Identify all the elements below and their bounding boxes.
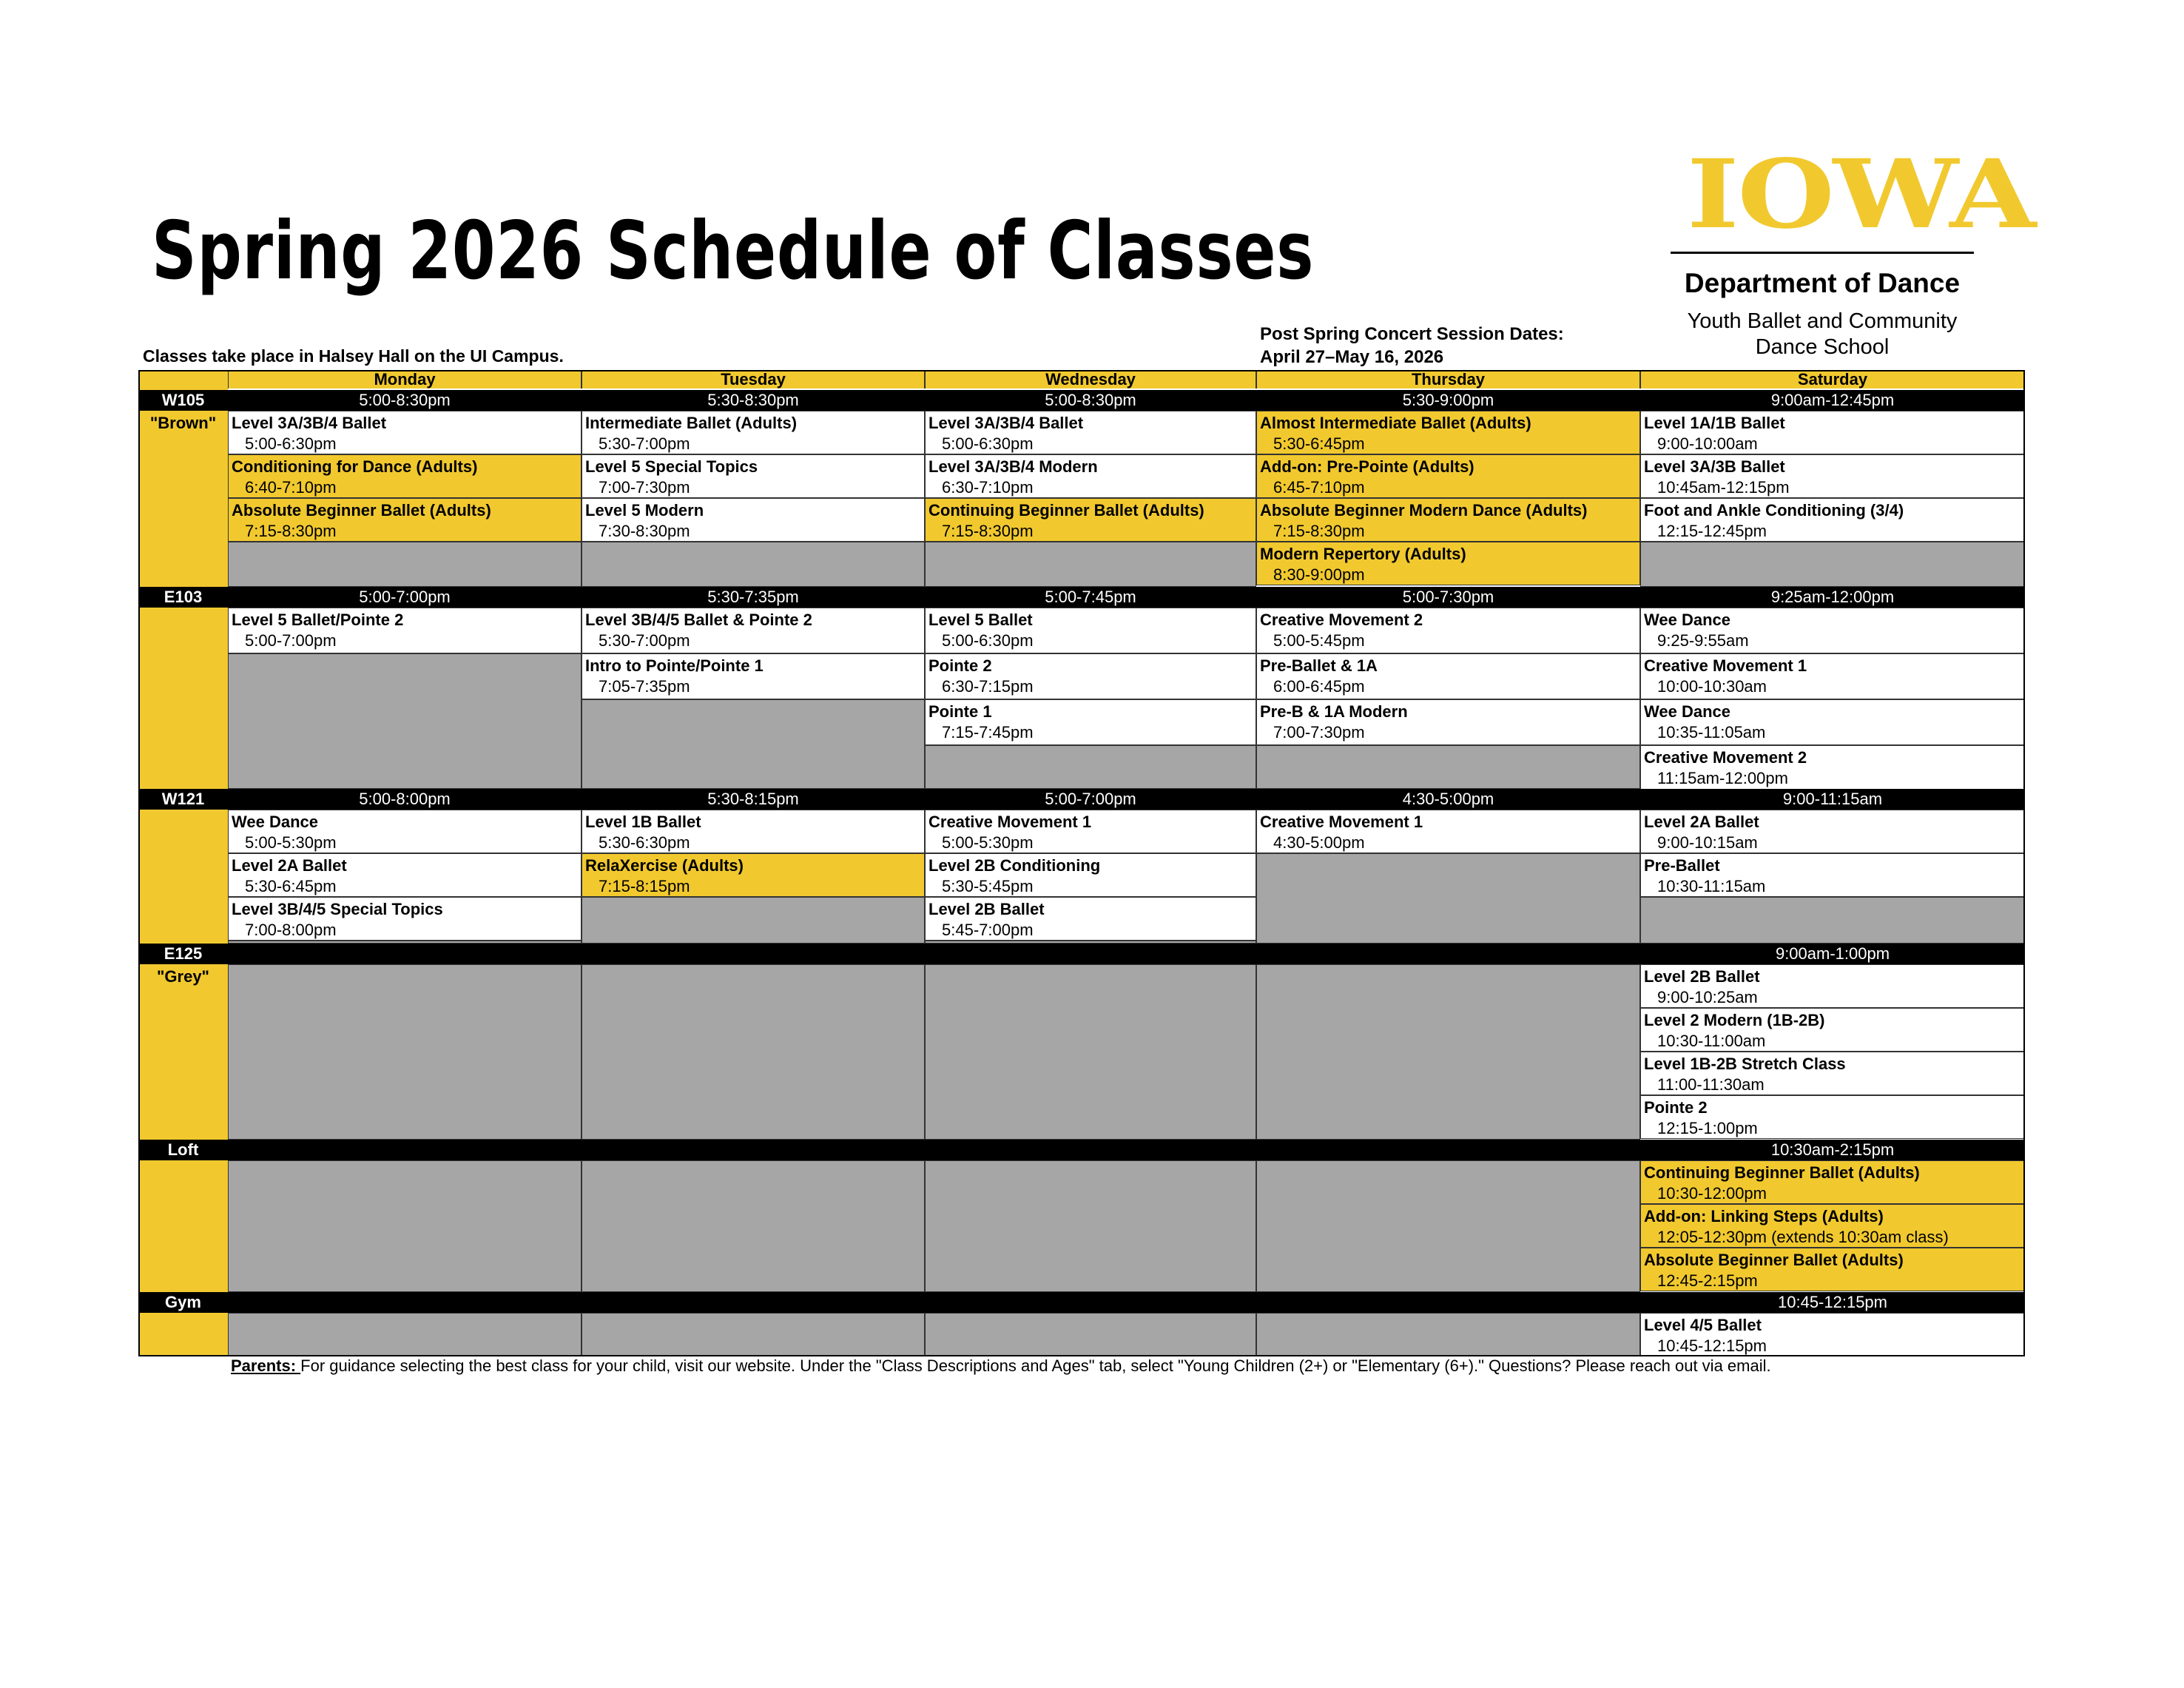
class-cell bbox=[925, 699, 1256, 745]
class-cell bbox=[1640, 411, 2025, 454]
class-cell bbox=[1640, 745, 2025, 791]
unused-slot bbox=[925, 964, 1256, 1140]
class-time: 7:05-7:35pm bbox=[599, 677, 690, 696]
class-cell bbox=[925, 498, 1256, 542]
unused-slot bbox=[1256, 964, 1640, 1140]
class-cell bbox=[1640, 498, 2025, 542]
class-time: 10:00-10:30am bbox=[1657, 677, 1767, 696]
class-time: 7:15-8:30pm bbox=[245, 522, 337, 540]
unused-slot bbox=[228, 1313, 582, 1356]
class-cell bbox=[582, 498, 925, 542]
unused-slot bbox=[228, 653, 582, 789]
class-name: Level 5 Special Topics bbox=[585, 457, 758, 476]
class-cell bbox=[1256, 498, 1640, 542]
unused-slot bbox=[582, 897, 925, 944]
class-cell bbox=[582, 810, 925, 853]
class-name: Level 2A Ballet bbox=[232, 856, 347, 875]
room-day-time: 5:00-7:00pm bbox=[359, 588, 451, 606]
unused-slot bbox=[1256, 1313, 1640, 1356]
page-title: Spring 2026 Schedule of Classes bbox=[152, 205, 1315, 297]
class-cell bbox=[228, 608, 582, 653]
class-time: 9:00-10:25am bbox=[1657, 988, 1758, 1006]
class-time: 5:30-5:45pm bbox=[942, 877, 1034, 895]
class-cell bbox=[228, 853, 582, 897]
class-time: 12:15-1:00pm bbox=[1657, 1119, 1758, 1137]
class-time: 10:45-12:15pm bbox=[1657, 1336, 1767, 1355]
parents-footnote bbox=[231, 1356, 1771, 1376]
unused-slot bbox=[1640, 897, 2025, 944]
class-name: Level 1A/1B Ballet bbox=[1644, 414, 1785, 432]
unused-slot bbox=[925, 1313, 1256, 1356]
class-time: 10:30-11:00am bbox=[1657, 1032, 1766, 1050]
class-name: Almost Intermediate Ballet (Adults) bbox=[1260, 414, 1531, 432]
room-name: W121 bbox=[161, 790, 205, 808]
class-name: Creative Movement 1 bbox=[928, 813, 1092, 831]
class-name: Add-on: Pre-Pointe (Adults) bbox=[1260, 457, 1474, 476]
class-cell bbox=[582, 853, 925, 897]
class-cell bbox=[1256, 810, 1640, 853]
class-name: Absolute Beginner Ballet (Adults) bbox=[232, 501, 491, 519]
class-time: 7:30-8:30pm bbox=[599, 522, 690, 540]
unused-slot bbox=[1256, 745, 1640, 789]
class-cell bbox=[925, 653, 1256, 699]
room-day-time: 5:00-7:30pm bbox=[1402, 588, 1494, 606]
class-cell bbox=[925, 608, 1256, 653]
class-time: 5:30-7:00pm bbox=[599, 434, 690, 453]
class-cell bbox=[1256, 411, 1640, 454]
class-time: 6:30-7:15pm bbox=[942, 677, 1034, 696]
class-cell bbox=[1640, 699, 2025, 745]
class-cell bbox=[1640, 853, 2025, 897]
room-day-time: 5:00-7:45pm bbox=[1045, 588, 1136, 606]
unused-slot bbox=[1640, 542, 2025, 587]
class-name: Level 3B/4/5 Ballet & Pointe 2 bbox=[585, 611, 812, 629]
department-name: Department of Dance bbox=[1684, 268, 1961, 298]
class-cell bbox=[1256, 699, 1640, 745]
class-name: Pre-B & 1A Modern bbox=[1260, 702, 1408, 721]
class-cell bbox=[1640, 1204, 2025, 1248]
class-name: Level 3A/3B/4 Ballet bbox=[928, 414, 1084, 432]
room-day-time: 9:25am-12:00pm bbox=[1770, 588, 1895, 606]
class-time: 5:00-6:30pm bbox=[942, 631, 1034, 650]
class-time: 8:30-9:00pm bbox=[1273, 565, 1365, 584]
class-name: Level 4/5 Ballet bbox=[1644, 1316, 1762, 1334]
class-name: Level 5 Ballet/Pointe 2 bbox=[232, 611, 404, 629]
class-cell bbox=[925, 454, 1256, 498]
location-note: Classes take place in Halsey Hall on the UI Campus. bbox=[143, 346, 564, 366]
class-time: 10:35-11:05am bbox=[1657, 723, 1766, 742]
room-day-time: 9:00-11:15am bbox=[1782, 790, 1883, 808]
class-cell bbox=[1640, 1313, 2025, 1356]
class-name: Modern Repertory (Adults) bbox=[1260, 545, 1466, 563]
room-name: E103 bbox=[164, 588, 203, 606]
class-time: 4:30-5:00pm bbox=[1273, 833, 1365, 852]
room-nickname: "Grey" bbox=[156, 967, 209, 986]
class-cell bbox=[925, 810, 1256, 853]
class-name: Level 5 Modern bbox=[585, 501, 704, 519]
class-cell bbox=[228, 454, 582, 498]
class-time: 7:15-7:45pm bbox=[942, 723, 1034, 742]
class-time: 5:30-6:45pm bbox=[245, 877, 337, 895]
class-name: Level 3A/3B Ballet bbox=[1644, 457, 1785, 476]
class-time: 5:45-7:00pm bbox=[942, 921, 1034, 939]
unused-slot bbox=[925, 542, 1256, 587]
room-day-time: 5:00-7:00pm bbox=[1045, 790, 1136, 808]
class-name: Continuing Beginner Ballet (Adults) bbox=[928, 501, 1204, 519]
unused-slot bbox=[582, 964, 925, 1140]
unused-slot bbox=[582, 542, 925, 587]
class-name: Creative Movement 1 bbox=[1644, 656, 1807, 675]
class-name: Creative Movement 1 bbox=[1260, 813, 1423, 831]
room-day-time: 5:30-8:15pm bbox=[707, 790, 799, 808]
class-name: Wee Dance bbox=[1644, 702, 1730, 721]
room-day-time: 5:30-8:30pm bbox=[707, 391, 799, 409]
footnote-text: For guidance selecting the best class for your child, visit our website. Under the "Class Descriptions and Ages" tab, select "Young Children (2+) or "Elementary (6+)." Questions? Please reach out via email. bbox=[300, 1356, 1771, 1375]
class-cell bbox=[1640, 1160, 2025, 1204]
post-session-dates: April 27–May 16, 2026 bbox=[1260, 347, 1444, 367]
class-name: Pre-Ballet bbox=[1644, 856, 1720, 875]
class-name: Level 3B/4/5 Special Topics bbox=[232, 900, 443, 918]
class-cell bbox=[228, 810, 582, 853]
room-name: W105 bbox=[161, 391, 205, 409]
class-time: 11:15am-12:00pm bbox=[1657, 769, 1788, 787]
class-time: 5:30-6:30pm bbox=[599, 833, 690, 852]
class-time: 12:45-2:15pm bbox=[1657, 1271, 1758, 1290]
class-time: 6:45-7:10pm bbox=[1273, 478, 1365, 497]
class-time: 5:30-6:45pm bbox=[1273, 434, 1365, 453]
class-name: Level 2B Ballet bbox=[928, 900, 1045, 918]
class-time: 5:00-6:30pm bbox=[942, 434, 1034, 453]
room-day-time: 10:30am-2:15pm bbox=[1770, 1140, 1895, 1159]
room-name: Loft bbox=[167, 1140, 199, 1159]
class-name: Wee Dance bbox=[232, 813, 318, 831]
class-time: 5:00-6:30pm bbox=[245, 434, 337, 453]
class-name: Absolute Beginner Ballet (Adults) bbox=[1644, 1251, 1904, 1269]
day-header-tuesday: Tuesday bbox=[582, 370, 925, 389]
class-name: Wee Dance bbox=[1644, 611, 1730, 629]
class-time: 9:25-9:55am bbox=[1657, 631, 1749, 650]
day-header-thursday: Thursday bbox=[1256, 370, 1640, 389]
class-cell bbox=[1256, 454, 1640, 498]
class-cell bbox=[925, 853, 1256, 897]
post-session-label: Post Spring Concert Session Dates: bbox=[1260, 324, 1564, 344]
class-name: Pointe 1 bbox=[928, 702, 992, 721]
class-cell bbox=[582, 653, 925, 699]
class-time: 7:15-8:15pm bbox=[599, 877, 690, 895]
room-day-time: 9:00am-12:45pm bbox=[1770, 391, 1895, 409]
class-cell bbox=[1640, 1095, 2025, 1139]
class-name: Level 2B Conditioning bbox=[928, 856, 1101, 875]
class-time: 6:30-7:10pm bbox=[942, 478, 1034, 497]
room-day-time: 5:00-8:00pm bbox=[359, 790, 451, 808]
class-time: 9:00-10:15am bbox=[1657, 833, 1758, 852]
room-day-time: 5:00-8:30pm bbox=[1045, 391, 1136, 409]
class-time: 11:00-11:30am bbox=[1657, 1075, 1765, 1094]
unused-slot bbox=[925, 745, 1256, 789]
class-name: Creative Movement 2 bbox=[1644, 748, 1807, 767]
class-name: Level 2B Ballet bbox=[1644, 967, 1760, 986]
day-header-saturday: Saturday bbox=[1640, 370, 2025, 389]
iowa-logo: IOWA bbox=[1687, 139, 2035, 250]
class-time: 6:40-7:10pm bbox=[245, 478, 337, 497]
unused-slot bbox=[1256, 1160, 1640, 1292]
class-name: Level 3A/3B/4 Ballet bbox=[232, 414, 387, 432]
class-name: Level 5 Ballet bbox=[928, 611, 1033, 629]
class-cell bbox=[1640, 964, 2025, 1008]
class-cell bbox=[1640, 1248, 2025, 1291]
class-time: 5:00-5:30pm bbox=[942, 833, 1034, 852]
class-cell bbox=[1640, 1008, 2025, 1052]
class-time: 5:00-5:45pm bbox=[1273, 631, 1365, 650]
class-cell bbox=[925, 411, 1256, 454]
class-time: 5:00-7:00pm bbox=[245, 631, 337, 650]
unused-slot bbox=[925, 1160, 1256, 1292]
school-name-line1: Youth Ballet and Community bbox=[1687, 309, 1958, 333]
class-name: Intermediate Ballet (Adults) bbox=[585, 414, 798, 432]
class-cell bbox=[228, 897, 582, 941]
class-cell bbox=[582, 411, 925, 454]
unused-slot bbox=[228, 964, 582, 1140]
class-name: Pointe 2 bbox=[1644, 1098, 1708, 1117]
class-name: Level 1B-2B Stretch Class bbox=[1644, 1055, 1846, 1073]
class-cell bbox=[925, 897, 1256, 941]
class-name: Add-on: Linking Steps (Adults) bbox=[1644, 1207, 1884, 1225]
class-name: Intro to Pointe/Pointe 1 bbox=[585, 656, 764, 675]
class-cell bbox=[1256, 608, 1640, 653]
unused-slot bbox=[1256, 853, 1640, 944]
class-time: 5:30-7:00pm bbox=[599, 631, 690, 650]
unused-slot bbox=[228, 542, 582, 587]
class-name: Pointe 2 bbox=[928, 656, 992, 675]
room-name: E125 bbox=[164, 944, 203, 963]
class-name: Level 3A/3B/4 Modern bbox=[928, 457, 1098, 476]
room-day-time: 4:30-5:00pm bbox=[1402, 790, 1494, 808]
unused-slot bbox=[582, 699, 925, 789]
class-time: 10:30-12:00pm bbox=[1657, 1184, 1767, 1203]
class-time: 10:45am-12:15pm bbox=[1657, 478, 1790, 497]
class-time: 10:30-11:15am bbox=[1657, 877, 1766, 895]
class-cell bbox=[1640, 608, 2025, 653]
class-time: 7:00-7:30pm bbox=[1273, 723, 1365, 742]
school-name-line2: Dance School bbox=[1755, 335, 1890, 359]
room-label-column bbox=[138, 370, 228, 1356]
class-name: Level 2A Ballet bbox=[1644, 813, 1759, 831]
class-time: 6:00-6:45pm bbox=[1273, 677, 1365, 696]
class-cell bbox=[1640, 810, 2025, 853]
unused-slot bbox=[228, 1160, 582, 1292]
class-cell bbox=[1256, 653, 1640, 699]
class-cell bbox=[582, 454, 925, 498]
class-cell bbox=[228, 411, 582, 454]
room-nickname: "Brown" bbox=[149, 414, 217, 432]
class-name: Level 1B Ballet bbox=[585, 813, 701, 831]
class-time: 7:00-8:00pm bbox=[245, 921, 337, 939]
day-header-wednesday: Wednesday bbox=[925, 370, 1256, 389]
class-time: 12:05-12:30pm (extends 10:30am class) bbox=[1657, 1228, 1949, 1246]
class-name: Pre-Ballet & 1A bbox=[1260, 656, 1378, 675]
class-time: 9:00-10:00am bbox=[1657, 434, 1758, 453]
class-name: Absolute Beginner Modern Dance (Adults) bbox=[1260, 501, 1588, 519]
unused-slot bbox=[582, 1160, 925, 1292]
class-cell bbox=[1640, 454, 2025, 498]
class-time: 7:00-7:30pm bbox=[599, 478, 690, 497]
class-time: 7:15-8:30pm bbox=[1273, 522, 1365, 540]
class-name: Creative Movement 2 bbox=[1260, 611, 1423, 629]
room-name: Gym bbox=[165, 1293, 201, 1311]
class-time: 5:00-5:30pm bbox=[245, 833, 337, 852]
class-name: Foot and Ankle Conditioning (3/4) bbox=[1644, 501, 1904, 519]
unused-slot bbox=[582, 1313, 925, 1356]
class-cell bbox=[228, 498, 582, 542]
class-name: Conditioning for Dance (Adults) bbox=[232, 457, 478, 476]
class-name: Level 2 Modern (1B-2B) bbox=[1644, 1011, 1825, 1029]
class-name: Continuing Beginner Ballet (Adults) bbox=[1644, 1163, 1920, 1182]
room-day-time: 5:30-7:35pm bbox=[707, 588, 799, 606]
class-cell bbox=[1640, 1052, 2025, 1095]
day-header-monday: Monday bbox=[228, 370, 582, 389]
class-cell bbox=[582, 608, 925, 653]
class-time: 7:15-8:30pm bbox=[942, 522, 1034, 540]
class-cell bbox=[1640, 653, 2025, 699]
class-name: RelaXercise (Adults) bbox=[585, 856, 744, 875]
room-day-time: 10:45-12:15pm bbox=[1778, 1293, 1887, 1311]
room-day-time: 9:00am-1:00pm bbox=[1775, 944, 1890, 963]
footnote-lead: Parents: bbox=[231, 1356, 301, 1375]
class-time: 12:15-12:45pm bbox=[1657, 522, 1767, 540]
class-cell bbox=[1256, 542, 1640, 585]
room-day-time: 5:30-9:00pm bbox=[1402, 391, 1494, 409]
room-day-time: 5:00-8:30pm bbox=[359, 391, 451, 409]
